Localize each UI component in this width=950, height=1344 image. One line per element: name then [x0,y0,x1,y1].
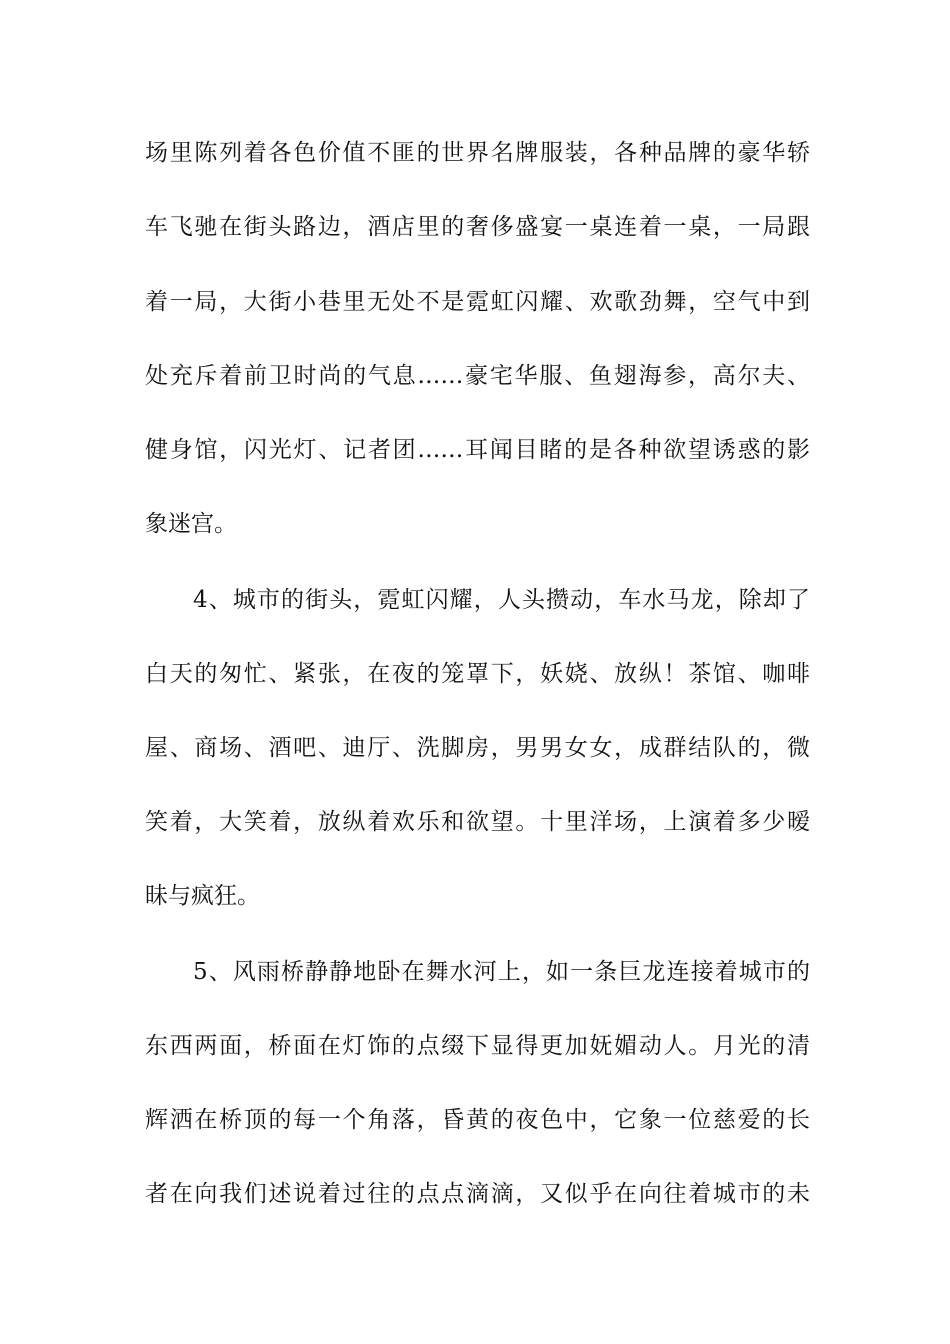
text-line: 处充斥着前卫时尚的气息……豪宅华服、鱼翅海参，高尔夫、 [145,363,810,389]
paragraph-start-line: 4、城市的街头，霓虹闪耀，人头攒动，车水马龙，除却了 [193,587,810,613]
text-line: 白天的匆忙、紧张，在夜的笼罩下，妖娆、放纵！茶馆、咖啡 [145,661,810,687]
text-line: 笑着，大笑着，放纵着欢乐和欲望。十里洋场，上演着多少暧 [145,809,810,835]
text-line: 者在向我们述说着过往的点点滴滴，又似乎在向往着城市的未 [145,1181,810,1207]
text-line: 健身馆，闪光灯、记者团……耳闻目睹的是各种欲望诱惑的影 [145,437,810,463]
text-line: 场里陈列着各色价值不匪的世界名牌服装，各种品牌的豪华轿 [145,140,810,166]
paragraph-start-line: 5、风雨桥静静地卧在舞水河上，如一条巨龙连接着城市的 [193,959,810,985]
text-line: 东西两面，桥面在灯饰的点缀下显得更加妩媚动人。月光的清 [145,1033,810,1059]
text-line: 象迷宫。 [145,511,237,537]
text-line: 昧与疯狂。 [145,883,260,909]
text-line: 着一局，大街小巷里无处不是霓虹闪耀、欢歌劲舞，空气中到 [145,289,810,315]
text-line: 车飞驰在街头路边，酒店里的奢侈盛宴一桌连着一桌，一局跟 [145,214,810,240]
text-line: 屋、商场、酒吧、迪厅、洗脚房，男男女女，成群结队的，微 [145,735,810,761]
text-line: 辉洒在桥顶的每一个角落，昏黄的夜色中，它象一位慈爱的长 [145,1107,810,1133]
